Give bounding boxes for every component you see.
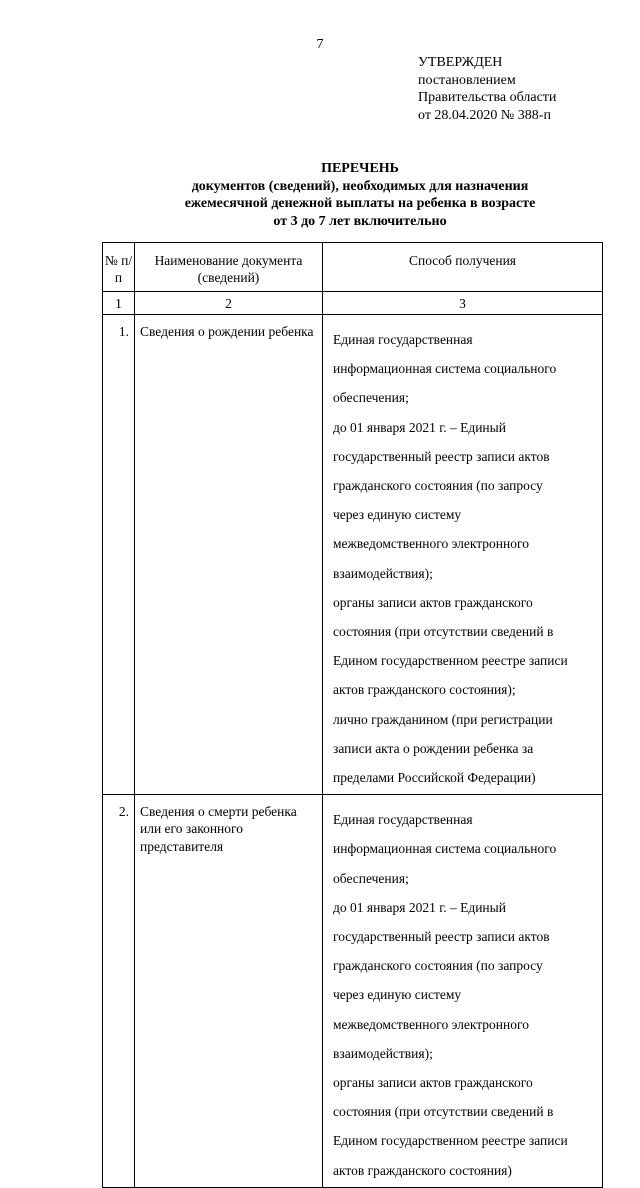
method-line: актов гражданского состояния) [333,1162,512,1178]
column-number-cell: 2 [135,292,323,315]
method-line: состояния (при отсутствии сведений в [333,1104,554,1120]
method-line: актов гражданского состояния); [333,682,516,698]
title-line: ежемесячной денежной выплаты на ребенка в возрасте [184,196,536,211]
column-number-cell: 1 [103,292,135,315]
method-line: взаимодействия); [333,1045,433,1061]
method-line: Едином государственном реестре записи [333,1133,568,1149]
method-lines [323,315,602,794]
method-line: пределами Российской Федерации) [333,770,536,786]
method-line: состояния (при отсутствии сведений в [333,624,554,640]
page-number: 7 [316,37,324,52]
method-line: информационная система социального [333,361,557,377]
method-line: до 01 января 2021 г. – Единый [333,419,506,435]
method-line: через единую систему [333,987,462,1003]
method-cell [323,315,603,795]
title-line: от 3 до 7 лет включительно [273,213,447,229]
header-cell-name: Наименование документа (сведений) [135,243,323,292]
method-line: до 01 января 2021 г. – Единый [333,899,506,915]
documents-table [102,242,603,1188]
method-line: записи акта о рождении ребенка за [333,740,534,756]
method-line: межведомственного электронного [333,536,529,552]
method-line: гражданского состояния (по запросу [333,958,543,974]
column-number-row [103,292,603,315]
method-line: лично гражданином (при регистрации [333,711,553,727]
row-number-cell: 1. [103,315,135,795]
approval-line: постановлением [418,72,516,88]
method-line: Едином государственном реестре записи [333,653,568,669]
method-cell [323,795,603,1188]
table-row [103,795,603,1188]
title-line: документов (сведений), необходимых для назначения [191,178,529,194]
method-line: органы записи актов гражданского [333,594,533,610]
method-line: информационная система социального [333,841,557,857]
column-number-cell: 3 [323,292,603,315]
table-row [103,315,603,795]
document-name-cell: Сведения о смерти ребенка или его законного представителя [135,795,323,1188]
approval-stamp [418,54,556,124]
title-line: ПЕРЕЧЕНЬ [321,161,399,176]
method-line: Единая государственная [333,812,473,828]
header-cell-method: Способ получения [323,243,603,292]
header-cell-num: № п/п [103,243,135,292]
method-line: межведомственного электронного [333,1016,529,1032]
method-line: государственный реестр записи актов [333,929,550,945]
document-name-cell: Сведения о рождении ребенка [135,315,323,795]
method-lines [323,795,602,1187]
approval-line: от 28.04.2020 № 388-п [418,107,551,123]
method-line: через единую систему [333,507,462,523]
method-line: взаимодействия); [333,565,433,581]
table-header-row [103,243,603,292]
approval-line: Правительства области [418,90,557,105]
method-line: обеспечения; [333,390,409,406]
method-line: гражданского состояния (по запросу [333,478,543,494]
row-number-cell: 2. [103,795,135,1188]
approval-line: УТВЕРЖДЕН [418,55,503,70]
document-title [100,160,620,230]
method-line: обеспечения; [333,870,409,886]
method-line: органы записи актов гражданского [333,1075,533,1091]
method-line: государственный реестр записи актов [333,448,550,464]
method-line: Единая государственная [333,332,473,347]
